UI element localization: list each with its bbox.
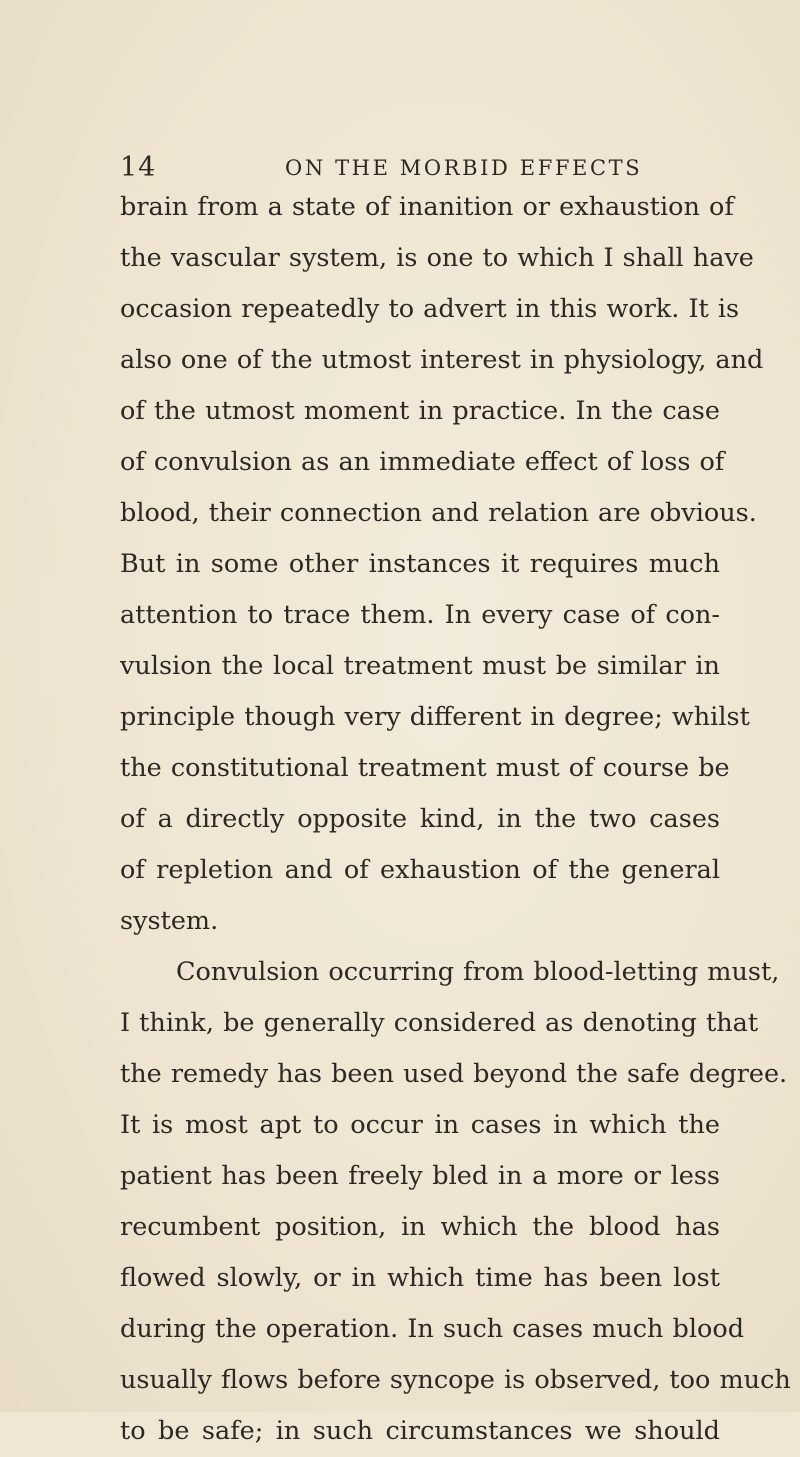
text-line: the vascular system, is one to which I shall have bbox=[120, 243, 754, 273]
text-line: occasion repeatedly to advert in this work. It is bbox=[120, 294, 740, 324]
text-line: flowed slowly, or in which time has been lost bbox=[120, 1263, 720, 1293]
text-line: to be safe; in such circumstances we should bbox=[120, 1416, 720, 1446]
body-text bbox=[120, 182, 791, 1446]
text-line: the constitutional treatment must of course be bbox=[120, 753, 730, 783]
running-title: ON THE MORBID EFFECTS bbox=[285, 156, 643, 180]
text-line: of the utmost moment in practice. In the case bbox=[120, 396, 720, 426]
text-line: attention to trace them. In every case of con- bbox=[120, 600, 720, 630]
text-line: It is most apt to occur in cases in which the bbox=[120, 1110, 720, 1140]
page-number: 14 bbox=[120, 152, 157, 183]
text-line: the remedy has been used beyond the safe degree. bbox=[120, 1059, 788, 1089]
text-line: blood, their connection and relation are obvious. bbox=[120, 498, 757, 528]
text-line: patient has been freely bled in a more or less bbox=[120, 1161, 720, 1191]
text-line: of convulsion as an immediate effect of loss of bbox=[120, 447, 725, 477]
text-line-paragraph-end: system. bbox=[120, 906, 219, 936]
text-line: vulsion the local treatment must be similar in bbox=[120, 651, 720, 681]
text-line: brain from a state of inanition or exhaustion of bbox=[120, 192, 734, 222]
text-line: principle though very different in degree; whilst bbox=[120, 702, 750, 732]
text-line: But in some other instances it requires much bbox=[120, 549, 720, 579]
text-line-paragraph-start: Convulsion occurring from blood-letting must, bbox=[176, 957, 780, 987]
text-line: I think, be generally considered as denoting that bbox=[120, 1008, 759, 1038]
text-line: usually flows before syncope is observed, too much bbox=[120, 1365, 791, 1395]
text-line: of a directly opposite kind, in the two cases bbox=[120, 804, 720, 834]
text-line: of repletion and of exhaustion of the general bbox=[120, 855, 720, 885]
text-line: also one of the utmost interest in physiology, and bbox=[120, 345, 764, 375]
text-line: recumbent position, in which the blood has bbox=[120, 1212, 720, 1242]
text-line: during the operation. In such cases much blood bbox=[120, 1314, 745, 1344]
